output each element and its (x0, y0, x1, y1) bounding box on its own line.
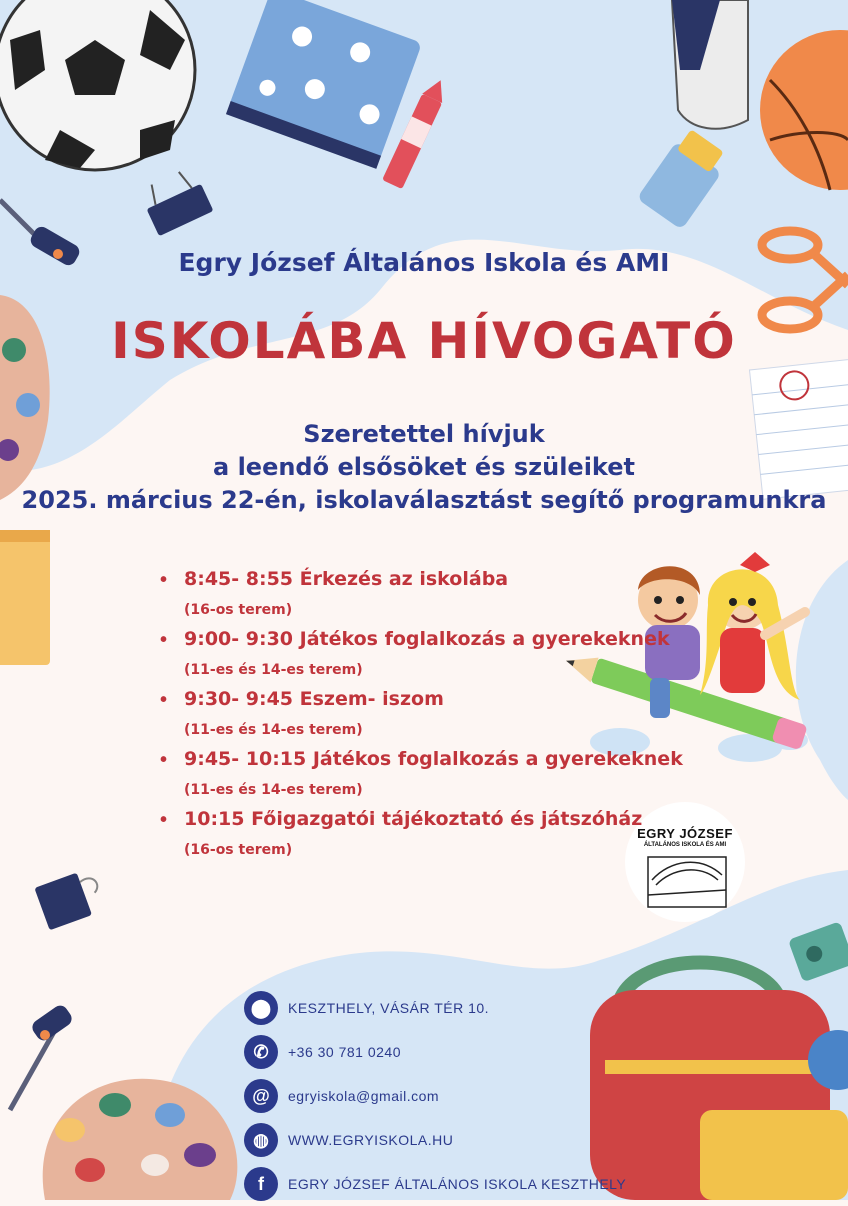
contact-website (244, 1118, 626, 1162)
contact-email (244, 1074, 626, 1118)
schedule-room: (16-os terem) (184, 842, 293, 858)
bullet-icon: • (160, 629, 168, 651)
school-name: Egry József Általános Iskola és AMI (178, 248, 670, 277)
bullet-icon: • (160, 809, 168, 831)
list-item (160, 808, 680, 858)
invitation-line-3: 2025. március 22-én, iskolaválasztást segítő programunkra (21, 486, 827, 514)
location-pin-icon: ⬤ (244, 991, 278, 1025)
email-text: egryiskola@gmail.com (288, 1088, 440, 1104)
schedule-time-title: 9:45- 10:15 Játékos foglalkozás a gyerekeknek (184, 748, 683, 770)
bullet-icon: • (160, 569, 168, 591)
contact-list (244, 986, 626, 1206)
schedule-time-title: 9:00- 9:30 Játékos foglalkozás a gyerekeknek (184, 628, 670, 650)
schedule-room: (16-os terem) (184, 602, 293, 618)
schedule-room: (11-es és 14-es terem) (184, 782, 363, 798)
schedule-room: (11-es és 14-es terem) (184, 722, 363, 738)
phone-icon: ✆ (244, 1035, 278, 1069)
website-text: WWW.EGRYISKOLA.HU (288, 1132, 454, 1148)
list-item (160, 568, 680, 618)
email-icon: @ (244, 1079, 278, 1113)
contact-facebook (244, 1162, 626, 1206)
contact-address (244, 986, 626, 1030)
facebook-icon: f (244, 1167, 278, 1201)
invitation-text (0, 418, 848, 517)
soccer-ball-icon (0, 0, 195, 170)
schedule-time-title: 9:30- 9:45 Eszem- iszom (184, 688, 444, 710)
compass-icon-2 (10, 1003, 75, 1110)
schedule-room: (11-es és 14-es terem) (184, 662, 363, 678)
address-text: KESZTHELY, VÁSÁR TÉR 10. (288, 1000, 490, 1016)
notebook-icon (0, 530, 50, 665)
sneaker-icon (672, 0, 748, 129)
list-item (160, 628, 680, 678)
list-item (160, 748, 683, 798)
bullet-icon: • (160, 749, 168, 771)
invitation-line-1: Szeretettel hívjuk (303, 420, 545, 448)
bullet-icon: • (160, 689, 168, 711)
invitation-line-2: a leendő elsősöket és szüleiket (213, 453, 635, 481)
page-title: ISKOLÁBA HÍVOGATÓ (111, 312, 737, 370)
logo-line-1: EGRY JÓZSEF (637, 826, 733, 841)
list-item (160, 688, 680, 738)
binder-clip-icon-2 (34, 867, 106, 930)
phone-text: +36 30 781 0240 (288, 1044, 401, 1060)
facebook-text: EGRY JÓZSEF ÁLTALÁNOS ISKOLA KESZTHELY (288, 1176, 627, 1192)
backpack-icon (590, 963, 848, 1201)
logo-line-2: ÁLTALÁNOS ISKOLA ÉS AMI (643, 842, 727, 848)
contact-phone (244, 1030, 626, 1074)
globe-icon: ◍ (244, 1123, 278, 1157)
blue-blob-right (796, 560, 848, 800)
schedule-time-title: 10:15 Főigazgatói tájékoztató és játszóház (184, 808, 643, 830)
schedule-list (160, 568, 683, 868)
schedule-time-title: 8:45- 8:55 Érkezés az iskolába (184, 568, 509, 590)
school-logo-text (625, 826, 745, 848)
